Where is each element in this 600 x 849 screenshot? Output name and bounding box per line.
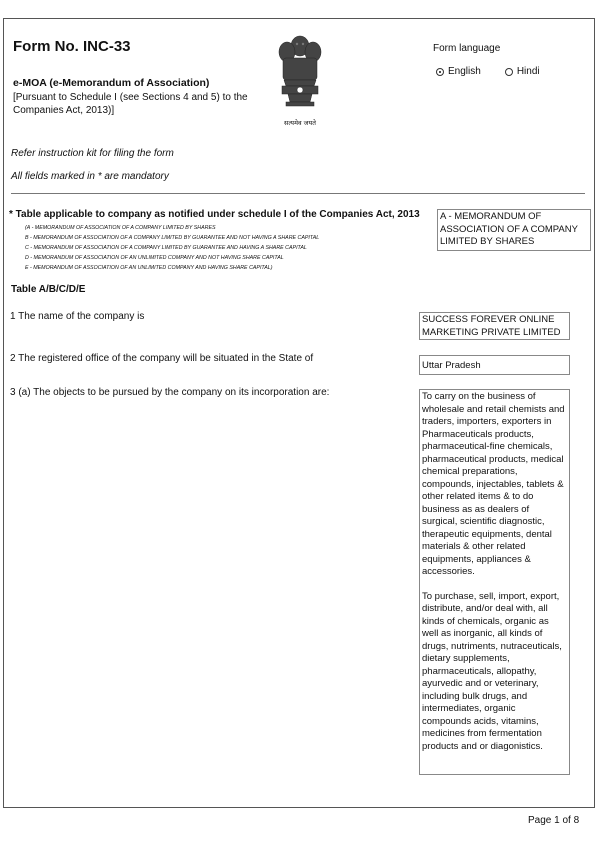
table-option: (A - MEMORANDUM OF ASSOCIATION OF A COMPANY LIMITED BY SHARES (25, 225, 216, 231)
company-name-field[interactable]: SUCCESS FOREVER ONLINE MARKETING PRIVATE LIMITED (419, 312, 570, 340)
form-subtitle: [Pursuant to Schedule I (see Sections 4 and 5) to the Companies Act, 2013)] (13, 92, 248, 116)
national-emblem-icon (270, 30, 330, 130)
table-applicable-label: * Table applicable to company as notified under schedule I of the Companies Act, 2013 (9, 209, 420, 220)
form-title: e-MOA (e-Memorandum of Association) (13, 77, 210, 89)
page-number: Page 1 of 8 (528, 815, 580, 826)
language-option-label: Hindi (516, 66, 540, 77)
objects-paragraph-2: To purchase, sell, import, export, distribute, and/or deal with, all kinds of chemicals, organic as well as inorganic, all kinds of drugs, nutriments, nutraceuticals, dietary supplements, pharmaceuticals, allopathy, ayurvedic and or veterinary, including bulk drugs, and intermediates, organic compounds acids, vitamins, medicines from fermentation products and or diagonistics. (422, 590, 562, 752)
table-options-list (25, 223, 319, 273)
language-option-label: English (448, 66, 481, 77)
table-applicable-field[interactable]: A - MEMORANDUM OF ASSOCIATION OF A COMPANY LIMITED BY SHARES (437, 209, 591, 251)
radio-checked-icon[interactable] (436, 68, 444, 76)
form-number: Form No. INC-33 (13, 38, 131, 55)
table-option: C - MEMORANDUM OF ASSOCIATION OF A COMPANY LIMITED BY GUARANTEE AND HAVING A SHARE CAPITAL (25, 245, 307, 251)
mandatory-fields-note: All fields marked in * are mandatory (11, 171, 169, 182)
radio-unchecked-icon[interactable] (505, 68, 513, 76)
table-option: D - MEMORANDUM OF ASSOCIATION OF AN UNLIMITED COMPANY AND NOT HAVING SHARE CAPITAL (25, 255, 284, 261)
registered-state-field[interactable]: Uttar Pradesh (419, 355, 570, 375)
objects-paragraph-1: To carry on the business of wholesale and retail chemists and traders, importers, exporters in Pharmaceuticals products, pharmaceutical-fine chemicals, pharmaceutical products, medical chemical preparations, compounds, injectables, tablets & other related items & to do business as as dealers of surgical, scientific diagnostic, therapeutic equipments, dental materials & other related equipments, appliances & accessories. (422, 391, 565, 577)
table-option: E - MEMORANDUM OF ASSOCIATION OF AN UNLIMITED COMPANY AND HAVING SHARE CAPITAL) (25, 265, 273, 271)
form-language-label: Form language (433, 43, 501, 54)
language-option-english[interactable] (436, 66, 481, 77)
company-name-label: 1 The name of the company is (10, 311, 145, 322)
section-divider (11, 193, 585, 194)
table-section-heading: Table A/B/C/D/E (11, 284, 86, 295)
objects-label: 3 (a) The objects to be pursued by the company on its incorporation are: (10, 387, 330, 398)
objects-field[interactable] (419, 389, 570, 775)
instruction-kit-note: Refer instruction kit for filing the form (11, 148, 174, 159)
emblem-caption: सत्यमेव जयते (284, 119, 316, 127)
table-option: B - MEMORANDUM OF ASSOCIATION OF A COMPANY LIMITED BY GUARANTEE AND NOT HAVING A SHARE CAPITAL (25, 235, 320, 241)
form-language-radio-group (436, 66, 564, 77)
language-option-hindi[interactable] (505, 66, 540, 77)
registered-state-label: 2 The registered office of the company will be situated in the State of (10, 353, 314, 364)
